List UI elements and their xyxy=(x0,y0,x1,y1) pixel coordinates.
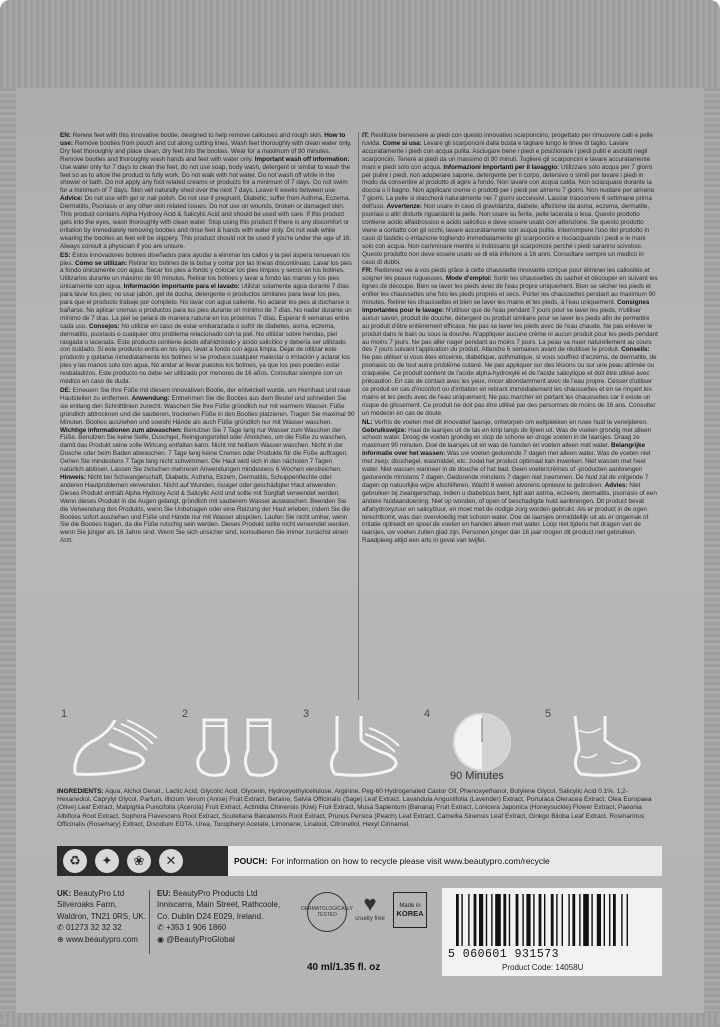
barcode-bar xyxy=(609,894,610,946)
wash-feet-icon xyxy=(65,710,173,782)
right-seal xyxy=(704,88,720,1027)
barcode-bar xyxy=(539,894,542,946)
eu-address: EU: BeautyPro Products Ltd Inniscarra, Main Street, Rathcoole, Co. Dublin D24 E029, Ireland. ✆ +353 1 906 1860 ◉ @BeautyProGlobal xyxy=(157,889,281,944)
usage-steps xyxy=(57,700,662,788)
barcode-bar xyxy=(591,894,592,946)
instructions-right-column xyxy=(359,132,661,700)
barcode-digits: 5 060601 931573 xyxy=(448,948,560,961)
barcode-bar xyxy=(627,894,628,946)
barcode-bar xyxy=(456,894,459,946)
barcode-bars xyxy=(452,894,652,946)
social-icon: ◉ xyxy=(157,934,167,944)
barcode-bar xyxy=(579,894,580,946)
uk-address: UK: BeautyPro Ltd Silveroaks Farm, Waldron, TN21 0RS, UK. ✆ 01273 32 32 32 ⊕ www.beautypro.com xyxy=(57,889,146,944)
web-icon: ⊕ xyxy=(57,934,66,944)
bottom-seal xyxy=(0,1013,720,1027)
phone-icon: ✆ xyxy=(157,923,166,933)
compost-icon: ❀ xyxy=(127,849,151,873)
barcode-bar xyxy=(526,894,530,946)
ingredients-list: INGREDIENTS: Aqua, Alchol Denat., Lactic Acid, Glycolic Acid, Glycerin, Hydroxyethylcellulose, Arginine, Peg-60 Hydrogenated Castor Oil, Phenoxyethanol, Butylene Glycol, Salicylic Acid 0.1%, 1,2-Hexanediol, Caprylyl Glycol, Parfum, Illicium Verum (Anise) Fruit Extract, Betaine, Salvia Officinalis (Sage) Leaf Extract, Lavandula Angustifolia (Lavender) Extract, Portulaca Oleracea Extract, Olea Europaea (Olive) Leaf Extract, Malpighia Punicifolia (Acerola) Fruit Extract, Actinidia Chinensis (Kiwi) Fruit Extract, Musa Sapientum (Banana) Fruit Extract, Lonicera Japonica (Honeysuckle) Flower Extract, Paeonia Albiflora Root Extract, Sophora Flavescens Root Extract, Scutellaria Baicalensis Root Extract, Prunus Persica (Peach) Leaf Extract, Camellia Sinensis Leaf Extract, Ginkgo Biloba Leaf Extract, Rosmarinus Officinalis (Rosemary) Extract, Disodium EDTA, Urea, Tocopheryl Acetate, Limonene, Linalool, Citronellol, Hexyl Cinnamal. xyxy=(57,788,652,828)
instructions-nl: NL: Verfris de voeten met dit innovatief laarsje, ontworpen om eeltplekken en ruwe huid te verwijderen. Gebruikswijze: Haal de laarsjes uit de tas en knip langs de lijnen uit. Was de voeten grondig met alleen schoon water. Droog de voeten grondig en stop de schone en droge voeten in de laarsjes. Draag ze maximum 90 minuten. Doe de laarsjes uit en was de handen en voeten alleen met water. Belangrijke informatie over het wassen: Was uw voeten gedurende 7 dagen met alleen water. Was de voeten niet met zeep, douchegel, wasmiddel, etc. zodat het product optimaal kan inwerken. Niet wassen met heet water. Niet wassen wanneer in de douche of het bad. Geen voetencrèmes of -producten aanbrengen gedurende minstens 7 dagen. Gedurende minstens 7 dagen niet zwemmen. De huid zal de volgende 7 dagen op natuurlijke wijze afschilferen. Wacht 6 weken alvorens opnieuw te gebruiken. Advies: Niet gebruiken bij zwangerschap, indien u diabeticus bent, lijdt aan astma, eczeem, dermatitis, psoriasis of een andere huidaandoening. Niet op wonden, of open of beschadigde huid aanbrengen. Dit product bevat alfahydroxyzuur en salicylzuur, en moet met de nodige zorg worden gebruikt. Als er product in de ogen terechtkomt, was dan overvloedig met schoon water. Doe de laarsjes onmiddellijk uit als er ongemak of irritatie optreedt en spoel de voeten en handen alleen met water. Loop niet tijdens het dragen van de laarsjes, uw voeten zullen glad zijn. Personen jonger dan 16 jaar mogen dit product niet gebruiken. Raadpleeg altijd een arts in geval van twijfel. xyxy=(362,418,657,545)
barcode-bar xyxy=(486,894,487,946)
left-seal xyxy=(0,88,16,1027)
certification-marks xyxy=(301,891,427,932)
step-3 xyxy=(299,700,420,788)
bin-icon: ✕ xyxy=(159,849,183,873)
step-number: 3 xyxy=(303,708,310,720)
timer-icon xyxy=(428,710,536,772)
contact-section xyxy=(57,888,662,988)
instructions-de: DE: Erneuern Sie Ihre Füße mit diesem innovativen Bootie, der entwickelt wurde, um Hornhaut und raue Hautstellen zu entfernen. Anwendung: Entnehmen Sie die Booties aus dem Beutel und schneiden Sie sie entlang den Schnittlinien zurecht. Waschen Sie Ihre Füße gründlich nur mit warmem Wasser. Füße gründlich abtrocknen und die sauberen, trockenen Füße in den Booties platzieren. Tragen Sie maximal 90 Minuten. Booties ausziehen und sowohl Hände als auch Füße gründlich nur mit Wasser waschen. Wichtige informationen zum abwaschen: Benutzen Sie 7 Tage lang nur Wasser zum Waschen der Füße. Benutzen Sie keine Seife, Duschgel, Reinigungsmittel oder Ähnliches, um die Füße zu waschen, damit das Produkt seine volle Wirkung entfalten kann. Nicht mit heißem Wasser waschen. Nicht in der Dusche oder beim Baden abwaschen. 7 Tage lang keine Cremes oder Produkte für die Füße auftragen. Gehen Sie mindestens 7 Tage lang nicht schwimmen. Die Haut wird sich in den nächsten 7 Tagen natürlich ablösen. Lassen Sie zwischen mehreren Anwendungen mindestens 6 Wochen verstreichen. Hinweis: Nicht bei Schwangerschaft, Diabetis, Asthma, Ekzem, Dermatitis, Schuppenflechte oder anderen Hautproblemen verwenden. Nicht auf Wunden, rissiger oder geschädigter Haut anwenden. Dieses Produkt enthält Alpha Hydroxy Acid & Salicylic Acid und sollte mit Sorgfalt verwendet werden. Wenn dieses Produkt in die Augen gelangt, gründlich mit sauberem Wasser auswaschen. Beenden Sie die Verwendung des Produkts, wenn Sie Unbehagen oder eine Reizung der Haut erleben, indem Sie die Booties sofort ausziehen und Füße und Hände nur mit Wasser abspülen. Laufen Sie nicht umher, wenn Sie die Booties tragen, da die Füße rutschig sein werden. Dieses Produkt sollte nicht verwendet werden, wenn Sie jünger als 16 Jahre sind. Wenn Sie sich unsicher sind, konsultieren Sie immer zunächst einen Arzt. xyxy=(60,387,355,545)
barcode-bar xyxy=(604,894,605,946)
step-5 xyxy=(541,700,662,788)
cruelty-free-icon: ♥ cruelty free xyxy=(355,891,385,922)
phone-icon: ✆ xyxy=(57,923,66,933)
barcode-bar xyxy=(556,894,557,946)
barcode-bar xyxy=(468,894,469,946)
barcode-bar xyxy=(479,894,483,946)
step-number: 4 xyxy=(424,708,431,720)
barcode-bar xyxy=(621,894,622,946)
instructions-fr: FR: Redonnez vie à vos pieds grâce à cette chaussette innovante conçue pour éliminer les callosités et soigner les peaux rugueuses. Mode d'emploi: Sortir les chaussettes du sachet et découper en suivant les lignes de découpe. Bien se laver les pieds avec de l'eau propre uniquement. Bien se sécher les pieds et enfiler les chaussettes une fois les pieds propres et secs. Porter les chaussettes pendant au maximum 90 minutes. Retirer les chaussettes et bien se laver les mains et les pieds, à l'eau uniquement. Consignes importantes pour le lavage: N'utiliser que de l'eau pendant 7 jours pour se laver les pieds, n'utiliser aucun savon, produit de douche, détergent ou produit similaire pour se laver les pieds afin de permettre au produit d'être entièrement efficace. Ne pas se laver les pieds avec de l'eau chaude. Ne pas enlever le produit dans le bain ou sous la douche. N'appliquer aucune crème ni aucun produit pour les pieds pendant au moins 7 jours. Ne pas aller nager pendant au moins 7 jours. La peau va muer naturellement au cours des 7 jours suivant l'application du produit. Attendre 6 semaines avant de réutiliser le produit. Conseils: Ne pas utiliser si vous êtes enceinte, diabétique, asthmatique, si vous souffrez d'eczéma, de dermatite, de psoriasis ou de tout autre problème cutané. Ne pas appliquer sur des lésions ou sur une peau abîmée ou craquelée. Ce produit contient de l'acide alpha-hydroxylé et de l'acide salicylique et doit être utilisé avec précaution. En cas de contact avec les yeux, rincer abondamment avec de l'eau propre. Cesser d'utiliser ce produit en cas d'inconfort ou d'irritation en retirant immédiatement les chaussettes et en se rinçant les mains et les pieds avec de l'eau uniquement. Ne pas marcher en portant les chaussettes car il existe un risque de glissement. Ce produit ne doit pas être utilisé par des personnes de moins de 16 ans. Consulter un médecin en cas de doute. xyxy=(362,267,658,417)
barcode xyxy=(442,888,662,976)
product-code: Product Code: 14058U xyxy=(502,963,584,972)
step-2 xyxy=(178,700,299,788)
barcode-bar xyxy=(509,894,510,946)
volume-label: 40 ml/1.35 fl. oz xyxy=(307,962,381,973)
instructions-it: IT: Restituire benessere ai piedi con questo innovativo scarponcino, progettato per rimuovere calli e pelle ruvida. Come si usa: Levare gli scarponcini dalla busta e tagliare lungo le linee di taglio. Lavare accuratamente i piedi con acqua pulita. Asciugare bene i piedi e posizionare i piedi puliti e asciutti negli scarponcini. Tenere ai piedi da un massimo di 90 minuti. Togliere gli scarponcini e lavare accuratamente mani e piedi solo con acqua. Informazioni importanti per il lavaggio: Utilizzare solo acqua per 7 giorni per pulire i piedi, non adoperare sapone, detergente per il corpo, detersivo o simili per lavare i piedi in modo da consentire al prodotto di agire a fondo. Non lavare con acqua calda. Non sciacquare durante la doccia o il bagno. Non applicare creme o prodotti per i piedi per almeno 7 giorni. Non nuotare per almeno 7 giorni. La pelle si staccherà naturalmente nei 7 giorni successivi. Lasciar trascorrere 6 settimane prima dell'uso. Avvertenze: Non usare in caso di gravidanza, diabete, affezione da asma, eczema, dermatite, psoriasi o altri disturbi riguardanti la pelle. Non usare su ferite, pelle lacerata o lesa. Questo prodotto contiene acido alfaidrossico e acido salicilico e deve essere usato con attenzione. Se questo prodotto viene a contatto con gli occhi, lavare accuratamente con acqua pulita. Interrompere l'uso del prodotto in caso di fastidio o irritazione togliendo immediatamente gli scarponcini e risciacquando i piedi e le mani solo con acqua. Non camminare mentre si indossano gli scarponcini perché i piedi saranno scivolosi. Questo prodotto non deve essere usato se di età inferiore a 16 anni. Consultare sempre un medico in caso di dubbi. xyxy=(362,132,655,266)
step-number: 2 xyxy=(182,708,189,720)
made-in-korea-badge: Made in KOREA xyxy=(393,892,427,928)
top-seal xyxy=(0,0,720,88)
recycle-arrows-icon: ♻ xyxy=(63,849,87,873)
barcode-bar xyxy=(491,894,492,946)
instructions-en: EN: Renew feet with this innovative bootie, designed to help remove callouses and rough skin. How to use: Remove booties from pouch and cut along cutting lines. Wash feet thoroughly with clean water only. Dry feet thoroughly and place clean, dry feet into the booties. Wear for a maximum of 90 minutes. Remove booties and thoroughly wash hands and feet with water only. Important wash off information: Use water only for 7 days to clean the feet, do not use soap, body wash, detergent or similar to wash the feet so as to allow the product to fully work. Do not walk with hot water. Do not wash off while in the shower or bath. Do not apply any foot related creams or products for a minimum of 7 days. Do not swim for a minimum of 7 days. Skin will naturally shed over the next 7 days. Leave 6 weeks between use. Advice: Do not use with gel or nail polish. Do not use if pregnant, Diabetic, suffer from Asthma, Eczema, Dermatitis, Psoriasis or any other skin related issues. Do not use on wounds, broken or damaged skin. This product contains Alpha Hydroxy Acid & Salicylic Acid and should be used with care. If this product gets into the eyes, wash thoroughly with clean water. Stop using this product if there is any discomfort or irritation by immediately removing booties and rinse feet & hands with water only. Do not walk while wearing the booties as feet will be slippery. This product should not be used if you're under the age of 16. Always consult a physician if you are unsure. xyxy=(60,132,352,250)
tidy-man-icon: ✦ xyxy=(95,849,119,873)
barcode-bar xyxy=(544,894,545,946)
barcode-bar xyxy=(474,894,477,946)
barcode-bar xyxy=(495,894,501,946)
recycle-bar xyxy=(57,846,662,876)
barcode-bar xyxy=(562,894,563,946)
barcode-bar xyxy=(568,894,569,946)
barcode-bar xyxy=(533,894,534,946)
step-4 xyxy=(420,700,541,788)
remove-booties-icon xyxy=(307,710,415,782)
recycle-icons xyxy=(57,849,228,873)
barcode-bar xyxy=(597,894,601,946)
instructions-left-column xyxy=(57,132,359,700)
step-number: 5 xyxy=(545,708,552,720)
divider xyxy=(149,890,150,954)
recycle-info: POUCH: For information on how to recycle please visit www.beautypro.com/recycle xyxy=(228,846,662,876)
label-panel xyxy=(57,132,662,992)
booties-icon xyxy=(186,710,294,782)
barcode-bar xyxy=(503,894,506,946)
peeling-feet-icon xyxy=(549,710,657,782)
instructions-columns xyxy=(57,132,662,700)
barcode-bar xyxy=(461,894,462,946)
dermatologically-tested-icon: DERMATOLOGICALLY TESTED xyxy=(307,892,347,932)
barcode-bar xyxy=(583,894,589,946)
timer-caption: 90 Minutes xyxy=(450,770,504,782)
barcode-bar xyxy=(572,894,575,946)
step-1 xyxy=(57,700,178,788)
instructions-es: ES: Estos innovadores botines diseñados para ayudar a eliminar los callos y la piel áspera renuevan los pies. Cómo se utilizan: Retirar los botines de la bolsa y cortar por las líneas discontinuas. Lavar los pies a fondo únicamente con agua. Secar los pies a fondo y colocar los pies limpios y secos en los botines. Utilizarlos durante un máximo de 90 minutos. Retirar los botines y lavar a fondo las manos y los pies únicamente con agua. Información importante para el lavado: Utilizar solamente agua durante 7 días para lavar los pies; no usar jabón, gel de ducha, detergente o productos similares para lavar los pies, para que el producto trabaje por completo. No lavar con agua caliente. No aclarar los pies al ducharse o bañarse. No aplicar cremas o productos para los pies durante un mínimo de 7 días. No nadar durante un mínimo de 7 días. La piel se pelará de manera natural en los próximos 7 días. Esperar 6 semanas entre cada uso. Consejos: No utilizar en caso de estar embarazada o sufrir de diabetes, asma, eczema, dermatitis, psoriasis o cualquier otro problema relacionado con la piel. No utilizar sobre heridas, piel rasgada o lacerada. Este producto contiene ácido alfahidróxido y ácido salicílico y debería ser utilizado con cuidado. Si este producto entra en los ojos, lavar a fondo con agua limpia. Dejar de utilizar este producto y quitarse inmediatamente los botines si se produce cualquier malestar o irritación y aclarar los pies y las manos solo con agua. No andar al llevar puestos los botines, ya que los pies pueden estar resbaladizos. Este producto no debe ser utilizado por menores de 16 años. Consultar siempre con un médico en caso de duda. xyxy=(60,251,352,386)
barcode-bar xyxy=(516,894,519,946)
barcode-bar xyxy=(613,894,616,946)
step-number: 1 xyxy=(61,708,68,720)
barcode-bar xyxy=(522,894,523,946)
barcode-bar xyxy=(551,894,554,946)
